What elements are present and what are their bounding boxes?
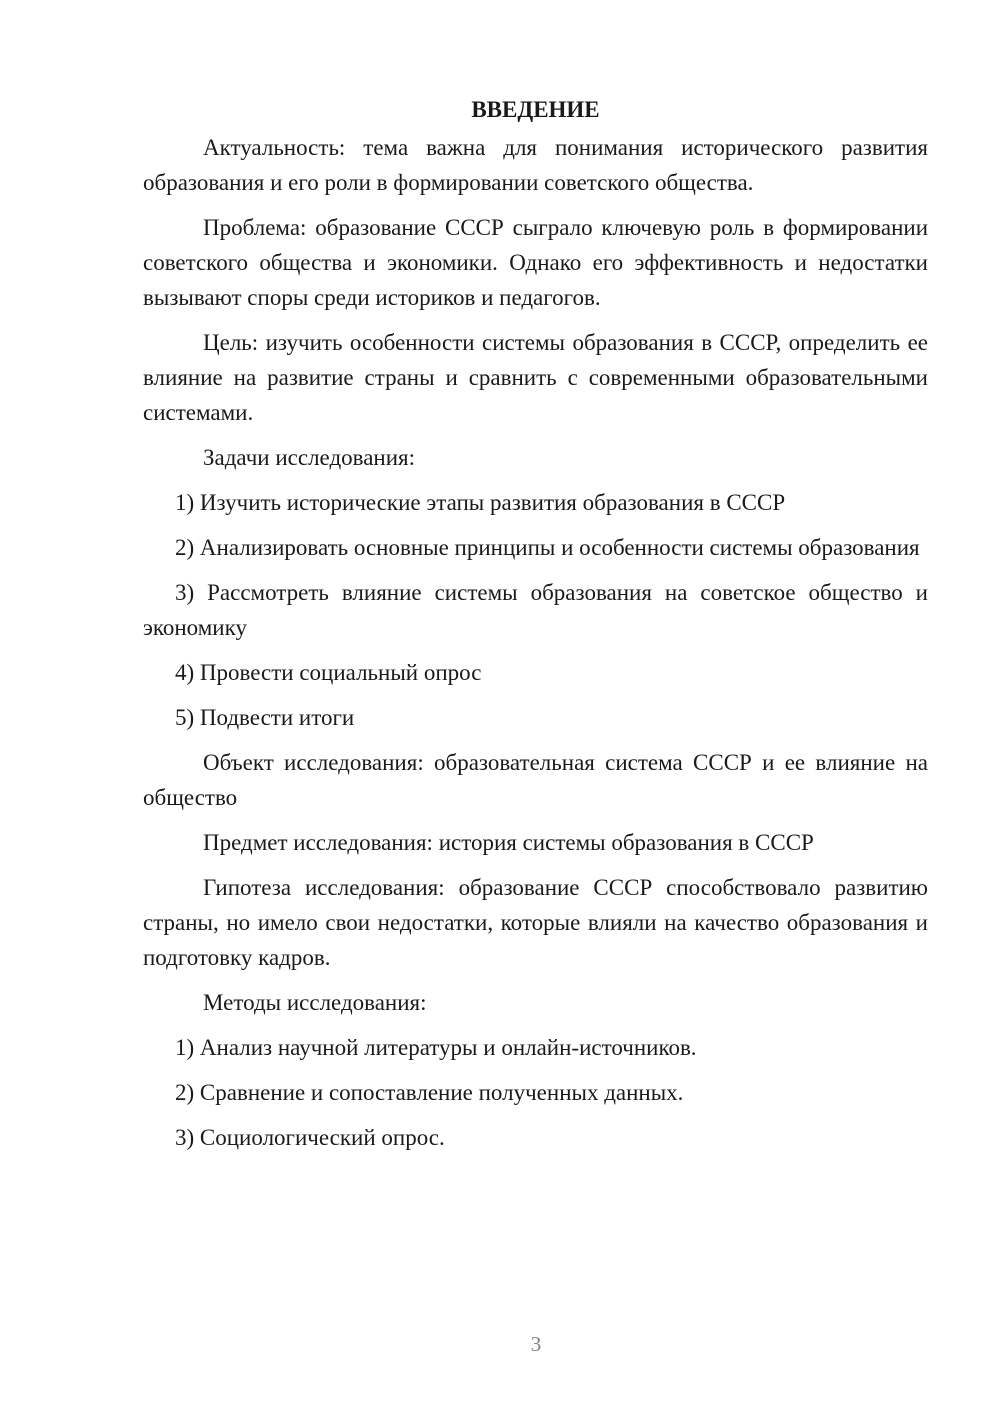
page-number: 3	[530, 1332, 542, 1356]
method-item-1: 1) Анализ научной литературы и онлайн-источников.	[175, 1035, 697, 1060]
object-paragraph: Объект исследования: образовательная система СССР и ее влияние на общество	[143, 750, 928, 810]
method-item-3: 3) Социологический опрос.	[175, 1125, 445, 1150]
page-content	[143, 92, 928, 1165]
task-item-4: 4) Провести социальный опрос	[175, 660, 482, 685]
subject-paragraph: Предмет исследования: история системы образования в СССР	[203, 830, 814, 855]
method-item-2: 2) Сравнение и сопоставление полученных данных.	[175, 1080, 684, 1105]
section-title: ВВЕДЕНИЕ	[471, 97, 600, 122]
goal-paragraph: Цель: изучить особенности системы образования в СССР, определить ее влияние на развитие страны и сравнить с современными образовательными системами.	[143, 330, 928, 425]
relevance-paragraph: Актуальность: тема важна для понимания исторического развития образования и его роли в формировании советского общества.	[143, 135, 928, 195]
hypothesis-paragraph: Гипотеза исследования: образование СССР способствовало развитию страны, но имело свои недостатки, которые влияли на качество образования и подготовку кадров.	[143, 875, 928, 970]
problem-paragraph: Проблема: образование СССР сыграло ключевую роль в формировании советского общества и экономики. Однако его эффективность и недостатки вызывают споры среди историков и педагогов.	[143, 215, 928, 310]
tasks-heading: Задачи исследования:	[203, 445, 416, 470]
task-item-1: 1) Изучить исторические этапы развития образования в СССР	[175, 490, 786, 515]
methods-heading: Методы исследования:	[203, 990, 427, 1015]
task-item-3: 3) Рассмотреть влияние системы образования на советское общество и экономику	[143, 580, 928, 640]
task-item-5: 5) Подвести итоги	[175, 705, 355, 730]
task-item-2: 2) Анализировать основные принципы и особенности системы образования	[175, 535, 920, 560]
